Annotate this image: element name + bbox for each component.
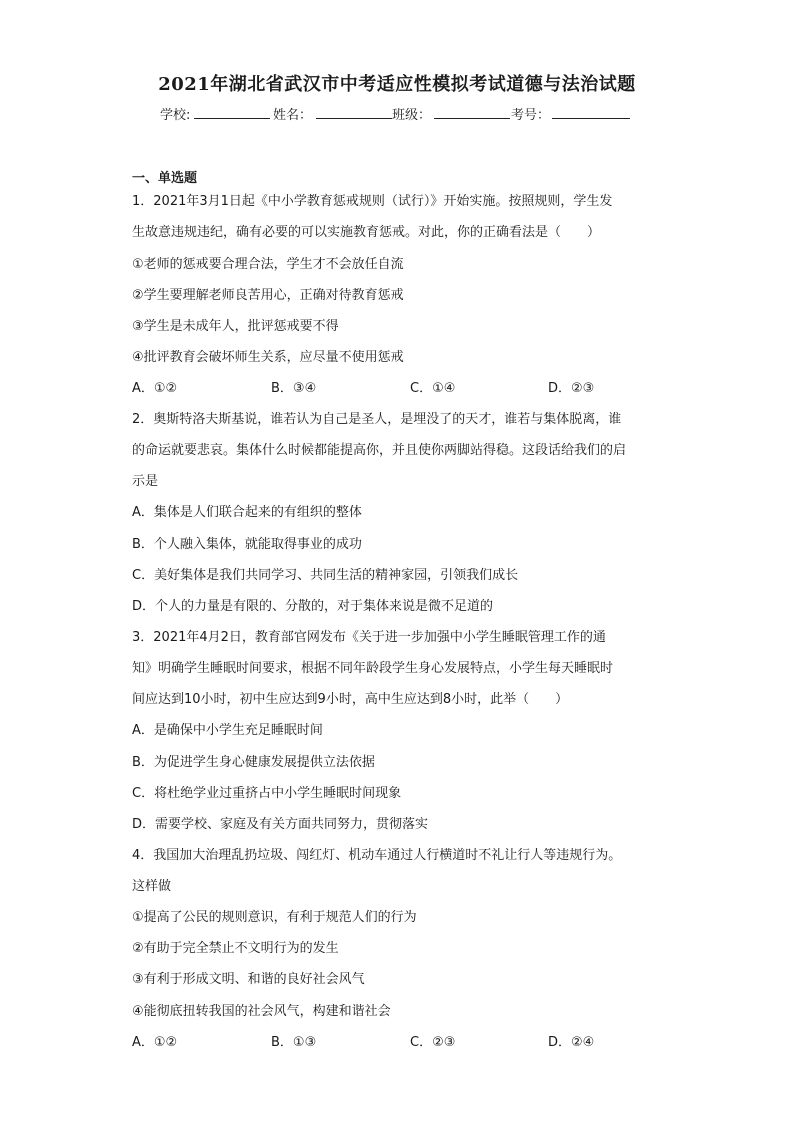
question-3-option-a[interactable]: A．是确保中小学生充足睡眠时间: [132, 723, 323, 738]
question-2-stem: 示是: [132, 474, 159, 489]
question-2-option-b[interactable]: B．个人融入集体，就能取得事业的成功: [132, 537, 362, 552]
question-1-statement: ①老师的惩戒要合理合法，学生才不会放任自流: [132, 257, 404, 272]
question-3-option-c[interactable]: C．将杜绝学业过重挤占中小学生睡眠时间现象: [132, 786, 402, 801]
question-2-option-a[interactable]: A．集体是人们联合起来的有组织的整体: [132, 505, 362, 520]
name-blank[interactable]: [316, 118, 392, 119]
question-4-option-a[interactable]: A．①②: [132, 1035, 178, 1050]
question-1-statement: ③学生是未成年人，批评惩戒要不得: [132, 319, 339, 334]
question-4-option-c[interactable]: C．②③: [410, 1035, 456, 1050]
question-1-option-a[interactable]: A．①②: [132, 381, 178, 396]
question-1-stem: 生故意违规违纪，确有必要的可以实施教育惩戒。对此，你的正确看法是（ ）: [132, 225, 601, 240]
question-2-stem: 2．奥斯特洛夫斯基说，谁若认为自己是圣人，是埋没了的天才，谁若与集体脱离，谁: [132, 412, 622, 427]
question-3-stem: 间应达到10小时，初中生应达到9小时，高中生应达到8小时，此举（ ）: [132, 692, 569, 707]
exam-title: 2021年湖北省武汉市中考适应性模拟考试道德与法治试题: [158, 74, 636, 95]
question-4-statement: ①提高了公民的规则意识，有利于规范人们的行为: [132, 910, 417, 925]
question-4-statement: ②有助于完全禁止不文明行为的发生: [132, 941, 339, 956]
question-4-option-d[interactable]: D．②④: [548, 1035, 595, 1050]
question-2-stem: 的命运就要悲哀。集体什么时候都能提高你，并且使你两脚站得稳。这段话给我们的启: [132, 443, 627, 458]
school-label: 学校:: [160, 108, 191, 123]
question-2-option-c[interactable]: C．美好集体是我们共同学习、共同生活的精神家园，引领我们成长: [132, 568, 519, 583]
exam-number-label: 考号：: [511, 108, 551, 123]
question-2-option-d[interactable]: D．个人的力量是有限的、分散的，对于集体来说是微不足道的: [132, 599, 494, 614]
question-1-option-c[interactable]: C．①④: [410, 381, 456, 396]
question-4-statement: ④能彻底扭转我国的社会风气，构建和谐社会: [132, 1004, 391, 1019]
school-blank[interactable]: [194, 118, 270, 119]
class-label: 班级：: [392, 108, 432, 123]
question-3-option-b[interactable]: B．为促进学生身心健康发展提供立法依据: [132, 755, 375, 770]
question-3-stem: 知》明确学生睡眠时间要求，根据不同年龄段学生身心发展特点，小学生每天睡眠时: [132, 661, 614, 676]
question-4-statement: ③有利于形成文明、和谐的良好社会风气: [132, 972, 365, 987]
question-1-stem: 1．2021年3月1日起《中小学教育惩戒规则（试行）》开始实施。按照规则，学生发: [132, 194, 613, 209]
question-1-option-b[interactable]: B．③④: [271, 381, 317, 396]
question-1-option-d[interactable]: D．②③: [548, 381, 595, 396]
section-title: 一、单选题: [132, 171, 198, 186]
question-4-option-b[interactable]: B．①③: [271, 1035, 317, 1050]
question-1-statement: ②学生要理解老师良苦用心，正确对待教育惩戒: [132, 288, 404, 303]
name-label: 姓名：: [273, 108, 313, 123]
question-4-stem: 4．我国加大治理乱扔垃圾、闯红灯、机动车通过人行横道时不礼让行人等违规行为。: [132, 848, 622, 863]
exam-number-blank[interactable]: [552, 118, 630, 119]
question-4-stem: 这样做: [132, 879, 172, 894]
question-3-stem: 3．2021年4月2日，教育部官网发布《关于进一步加强中小学生睡眠管理工作的通: [132, 630, 606, 645]
question-1-statement: ④批评教育会破坏师生关系，应尽量不使用惩戒: [132, 350, 404, 365]
question-3-option-d[interactable]: D．需要学校、家庭及有关方面共同努力，贯彻落实: [132, 817, 429, 832]
class-blank[interactable]: [434, 118, 510, 119]
